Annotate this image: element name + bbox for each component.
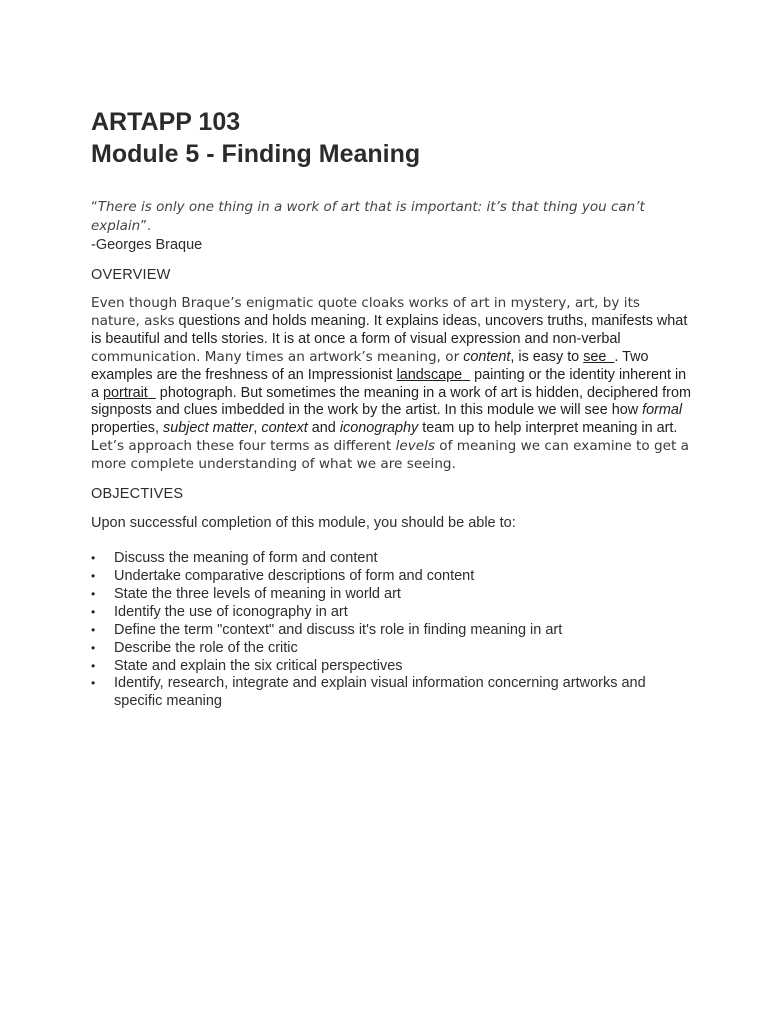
overview-text-10: and <box>307 420 340 437</box>
link-landscape-tail <box>462 367 470 383</box>
objective-text: Describe the role of the critic <box>114 639 298 656</box>
term-iconography: iconography <box>339 420 419 437</box>
module-title: Module 5 - Finding Meaning <box>91 140 421 168</box>
bullet-icon: • <box>91 586 96 601</box>
objective-text: Define the term "context" and discuss it's role in finding meaning in art <box>114 621 563 638</box>
overview-text-13: of meaning we can examine to get a more complete understanding of what we are seeing. <box>91 438 689 473</box>
overview-heading: OVERVIEW <box>91 267 171 283</box>
objective-text: Identify the use of iconography in art <box>114 603 348 620</box>
term-context: context <box>261 420 308 437</box>
overview-text-2: questions and holds meaning. It explains ideas, uncovers truths, manifests what is beautiful and tells stories. It is at once a form of visual expression and non-verbal <box>91 312 688 347</box>
overview-text-3: communication. Many times an artwork’s meaning, or <box>91 348 460 365</box>
objective-item <box>91 640 691 658</box>
overview-text-12: et’s approach these four terms as different <box>99 438 396 455</box>
objective-item <box>91 675 691 711</box>
quote-open-mark: “ <box>91 200 98 215</box>
document-title <box>91 106 691 170</box>
document-page <box>91 106 691 711</box>
objective-item <box>91 586 691 604</box>
objective-text: State the three levels of meaning in world art <box>114 585 401 602</box>
objective-item <box>91 568 691 586</box>
bullet-icon: • <box>91 676 96 691</box>
term-formal: formal <box>642 402 683 419</box>
bullet-icon: • <box>91 568 96 583</box>
overview-text-7: photograph. But sometimes the meaning in a work of art is hidden, deciphered from signposts and clues imbedded in the work by the artist. In this module we will see how <box>91 384 691 419</box>
bullet-icon: • <box>91 604 96 619</box>
bullet-icon: • <box>91 640 96 655</box>
overview-text-5: . Two examples are the freshness of an Impressionist <box>91 348 649 383</box>
objective-text: Identify, research, integrate and explain visual information concerning artworks and specific meaning <box>114 675 646 710</box>
link-landscape[interactable]: landscape <box>396 366 463 383</box>
term-levels: levels <box>395 438 435 455</box>
objective-text: State and explain the six critical perspectives <box>114 657 403 674</box>
objective-text: Undertake comparative descriptions of form and content <box>114 567 475 584</box>
quote-text: There is only one thing in a work of art that is important: it’s that thing you can’t explain <box>91 199 645 234</box>
overview-paragraph <box>91 295 691 474</box>
objectives-heading: OBJECTIVES <box>91 486 184 503</box>
objective-text: Discuss the meaning of form and content <box>114 550 378 567</box>
quote-close-mark: ”. <box>140 219 152 234</box>
overview-text-4: , is easy to <box>510 348 584 365</box>
overview-text-8: properties, <box>91 420 163 437</box>
objectives-list <box>91 550 691 711</box>
term-content: content <box>463 348 511 365</box>
epigraph-quote <box>91 198 691 236</box>
bullet-icon: • <box>91 551 96 566</box>
term-subject-matter: subject matter <box>163 420 254 437</box>
overview-text-6: painting or the identity inherent in a <box>91 366 687 401</box>
objective-item <box>91 622 691 640</box>
quote-author: -Georges Braque <box>91 237 203 253</box>
overview-text-9: , <box>253 420 262 437</box>
overview-text-11: team up to help interpret meaning in art. L <box>91 420 678 455</box>
link-portrait[interactable]: portrait <box>103 384 148 401</box>
course-code: ARTAPP 103 <box>91 108 241 136</box>
bullet-icon: • <box>91 622 96 637</box>
link-portrait-tail <box>148 385 156 401</box>
objective-item <box>91 550 691 568</box>
objective-item <box>91 658 691 676</box>
overview-text-1: Even though Braque’s enigmatic quote cloaks works of art in mystery, art, by its nature, asks <box>91 295 640 329</box>
objectives-intro: Upon successful completion of this module, you should be able to: <box>91 515 516 532</box>
objective-item <box>91 604 691 622</box>
bullet-icon: • <box>91 658 96 673</box>
link-see[interactable]: see <box>583 348 607 365</box>
